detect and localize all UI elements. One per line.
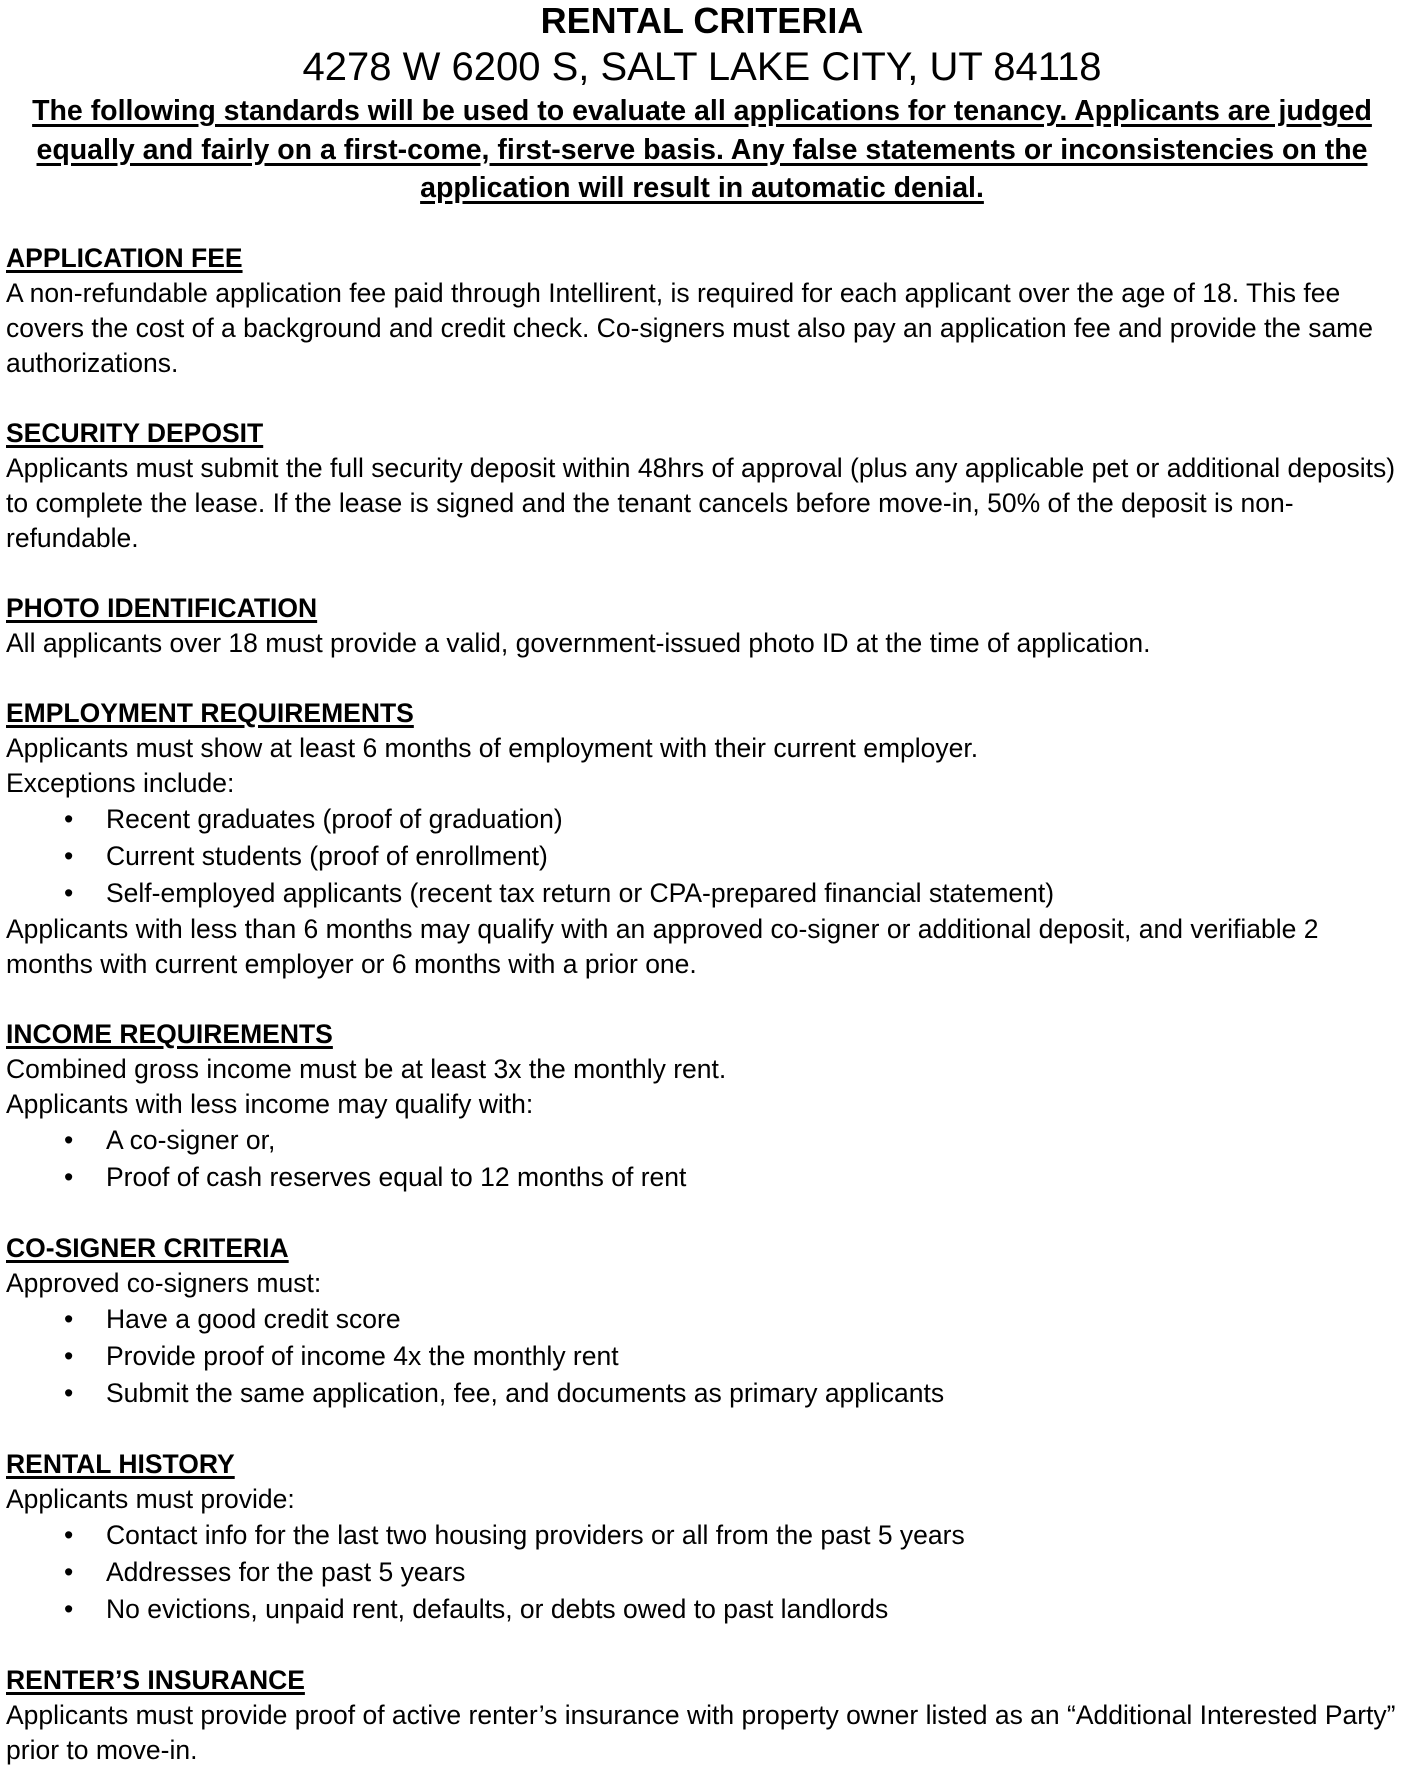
bullet-icon: • [64,1340,74,1371]
section-co-signer-criteria [6,1231,1398,1412]
bullet-icon: • [64,803,74,834]
list-item [6,875,1398,912]
section-text: Applicants with less income may qualify with: [6,1088,534,1119]
list-item [6,1554,1398,1591]
section-heading: CO-SIGNER CRITERIA [6,1232,289,1263]
bullet-icon: • [64,1519,74,1550]
bullet-list [6,801,1398,912]
section-heading: INCOME REQUIREMENTS [6,1018,333,1049]
document-title: RENTAL CRITERIA [540,0,864,41]
section-text: Combined gross income must be at least 3x the monthly rent. [6,1053,727,1084]
section-text: A non-refundable application fee paid through Intellirent, is required for each applicant over the age of 18. This fee covers the cost of a background and credit check. Co-signers must also pay an application fee and provide the same authorizations. [6,277,1373,378]
bullet-icon: • [64,1161,74,1192]
list-item-text: Submit the same application, fee, and documents as primary applicants [106,1377,945,1408]
section-text: Applicants must submit the full security deposit within 48hrs of approval (plus any applicable pet or additional deposits) to complete the lease. If the lease is signed and the tenant cancels before move-in, 50% of the deposit is non-refundable. [6,452,1396,553]
criteria-sections [6,241,1398,1768]
list-item-text: Self-employed applicants (recent tax return or CPA-prepared financial statement) [106,877,1055,908]
section-employment-requirements [6,696,1398,982]
section-renter-s-insurance [6,1663,1398,1768]
list-item [6,1159,1398,1196]
bullet-list [6,1301,1398,1412]
section-text: Exceptions include: [6,767,235,798]
list-item [6,1375,1398,1412]
list-item-text: Contact info for the last two housing providers or all from the past 5 years [106,1519,965,1550]
section-heading: EMPLOYMENT REQUIREMENTS [6,697,414,728]
list-item-text: Have a good credit score [106,1303,401,1334]
section-income-requirements [6,1017,1398,1196]
bullet-list [6,1122,1398,1196]
section-heading: SECURITY DEPOSIT [6,417,264,448]
list-item-text: Proof of cash reserves equal to 12 months of rent [106,1161,687,1192]
list-item-text: A co-signer or, [106,1124,276,1155]
section-text: All applicants over 18 must provide a valid, government-issued photo ID at the time of application. [6,627,1151,658]
bullet-icon: • [64,1556,74,1587]
bullet-list [6,1517,1398,1628]
list-item-text: Recent graduates (proof of graduation) [106,803,563,834]
bullet-icon: • [64,1303,74,1334]
list-item [6,838,1398,875]
list-item [6,1591,1398,1628]
section-rental-history [6,1447,1398,1628]
section-text: Applicants with less than 6 months may qualify with an approved co-signer or additional deposit, and verifiable 2 months with current employer or 6 months with a prior one. [6,913,1319,979]
section-text: Applicants must show at least 6 months of employment with their current employer. [6,732,979,763]
section-heading: RENTAL HISTORY [6,1448,235,1479]
section-text: Applicants must provide proof of active renter’s insurance with property owner listed as an “Additional Interested Party” prior to move-in. [6,1699,1396,1765]
list-item [6,801,1398,838]
bullet-icon: • [64,1124,74,1155]
bullet-icon: • [64,1593,74,1624]
section-security-deposit [6,416,1398,556]
section-heading: RENTER’S INSURANCE [6,1664,305,1695]
bullet-icon: • [64,1377,74,1408]
list-item-text: Current students (proof of enrollment) [106,840,548,871]
list-item [6,1122,1398,1159]
section-text: Approved co-signers must: [6,1267,322,1298]
bullet-icon: • [64,877,74,908]
list-item [6,1301,1398,1338]
section-heading: PHOTO IDENTIFICATION [6,592,318,623]
section-text: Applicants must provide: [6,1483,295,1514]
list-item-text: Provide proof of income 4x the monthly rent [106,1340,619,1371]
section-photo-identification [6,591,1398,661]
list-item-text: Addresses for the past 5 years [106,1556,466,1587]
section-application-fee [6,241,1398,381]
list-item [6,1338,1398,1375]
list-item-text: No evictions, unpaid rent, defaults, or debts owed to past landlords [106,1593,889,1624]
intro-statement: The following standards will be used to evaluate all applications for tenancy. Applicants are judged equally and fairly on a first-come, first-serve basis. Any false statements or inconsistencies on the application will result in automatic denial. [32,95,1372,204]
property-address: 4278 W 6200 S, SALT LAKE CITY, UT 84118 [302,45,1102,89]
section-heading: APPLICATION FEE [6,242,243,273]
bullet-icon: • [64,840,74,871]
list-item [6,1517,1398,1554]
